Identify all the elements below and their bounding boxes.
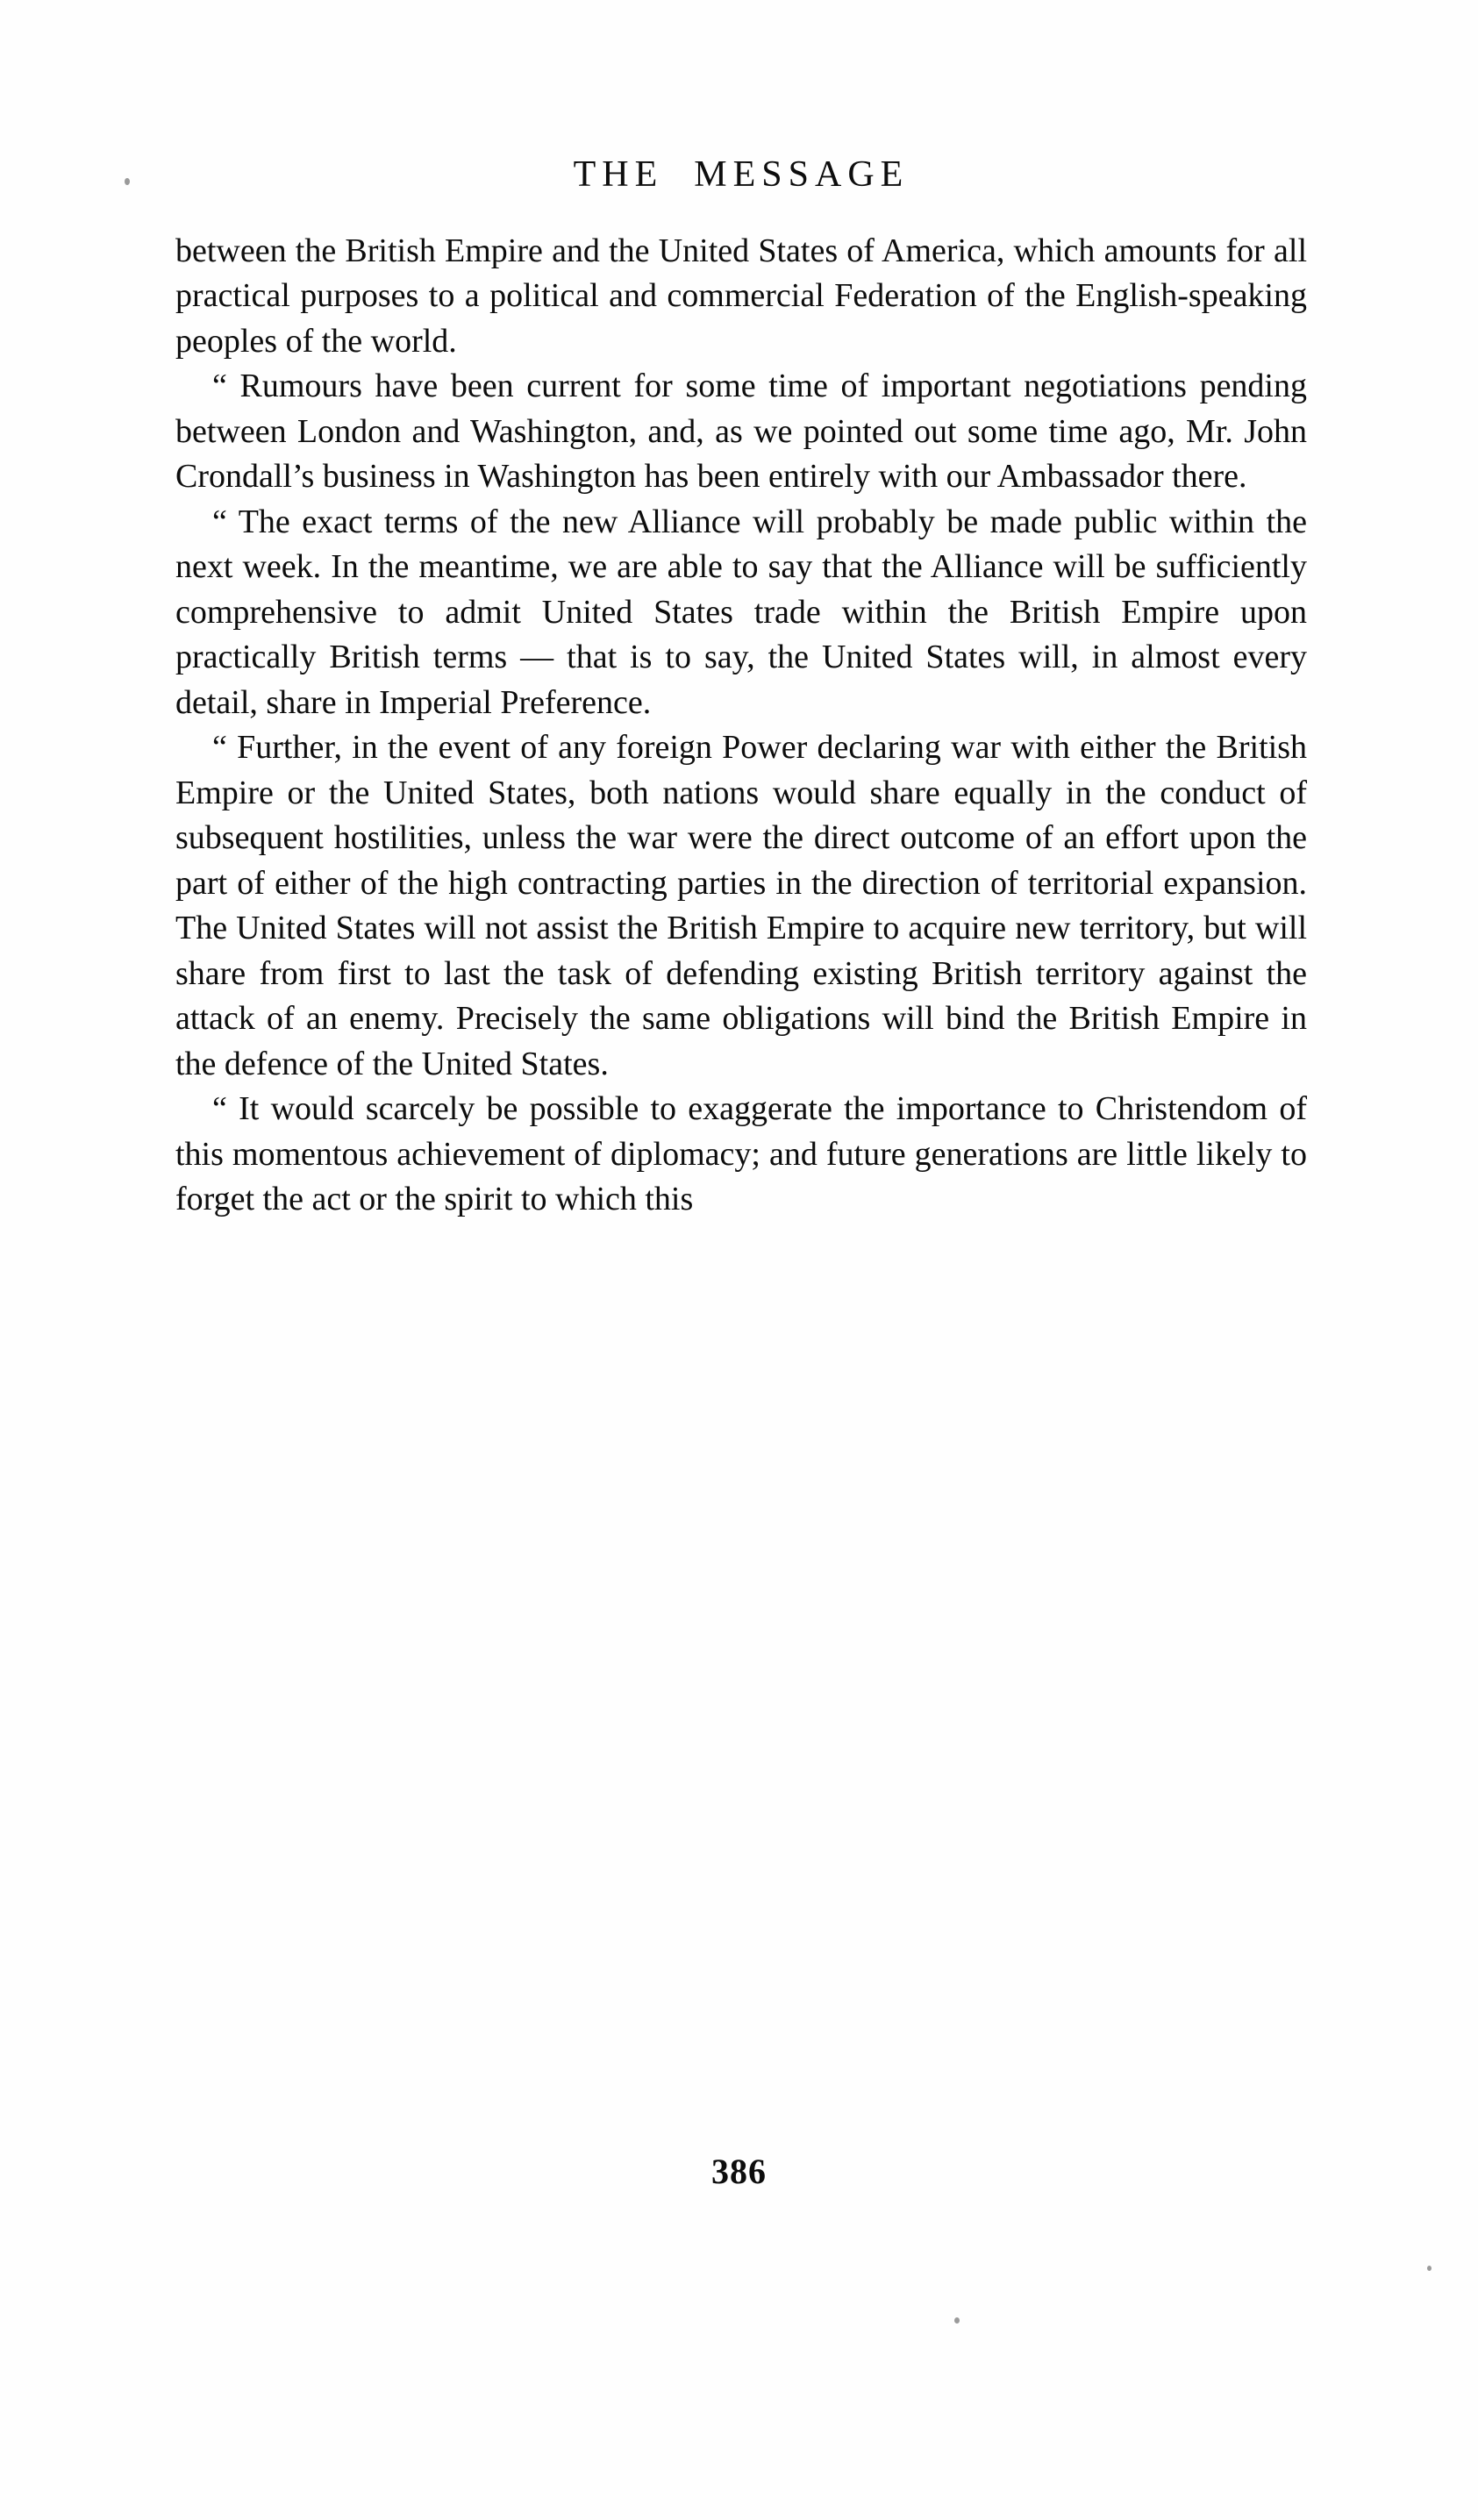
paragraph-3: “ The exact terms of the new Alliance will probably be made public within the next week. In the meantime, we are able to say that the Alliance will be sufficiently comprehensive to admit United States trade within the British Empire upon practically British terms — that is to say, the United States will, in almost every detail, share in Imperial Preference.	[175, 503, 1307, 721]
paragraph-5: “ It would scarcely be possible to exaggerate the importance to Christendom of this momentous achievement of diplomacy; and future generations are little likely to forget the act or the spirit to which this	[175, 1090, 1307, 1218]
page-number: 386	[711, 2152, 767, 2191]
paragraph-1: between the British Empire and the United States of America, which amounts for all practical purposes to a political and commercial Federation of the English-speaking peoples of the world.	[175, 232, 1307, 360]
paragraph-2: “ Rumours have been current for some time of important negotiations pending between London and Washington, and, as we pointed out some time ago, Mr. John Crondall’s business in Washington has been entirely with our Ambassador there.	[175, 368, 1307, 496]
paragraph-4: “ Further, in the event of any foreign Power declaring war with either the British Empire or the United States, both nations would share equally in the conduct of subsequent hostilities, unless the war were the direct outcome of an effort upon the part of either of the high contracting parties in the direction of territorial expansion. The United States will not assist the British Empire to acquire new territory, but will share from first to last the task of defending existing British territory against the attack of an enemy. Precisely the same obligations will bind the British Empire in the defence of the United States.	[175, 729, 1307, 1082]
page-speck	[125, 178, 130, 185]
running-head: THE MESSAGE	[573, 154, 910, 195]
page-speck	[1427, 2266, 1432, 2271]
text-block	[175, 153, 1307, 1223]
page-speck	[954, 2317, 960, 2324]
